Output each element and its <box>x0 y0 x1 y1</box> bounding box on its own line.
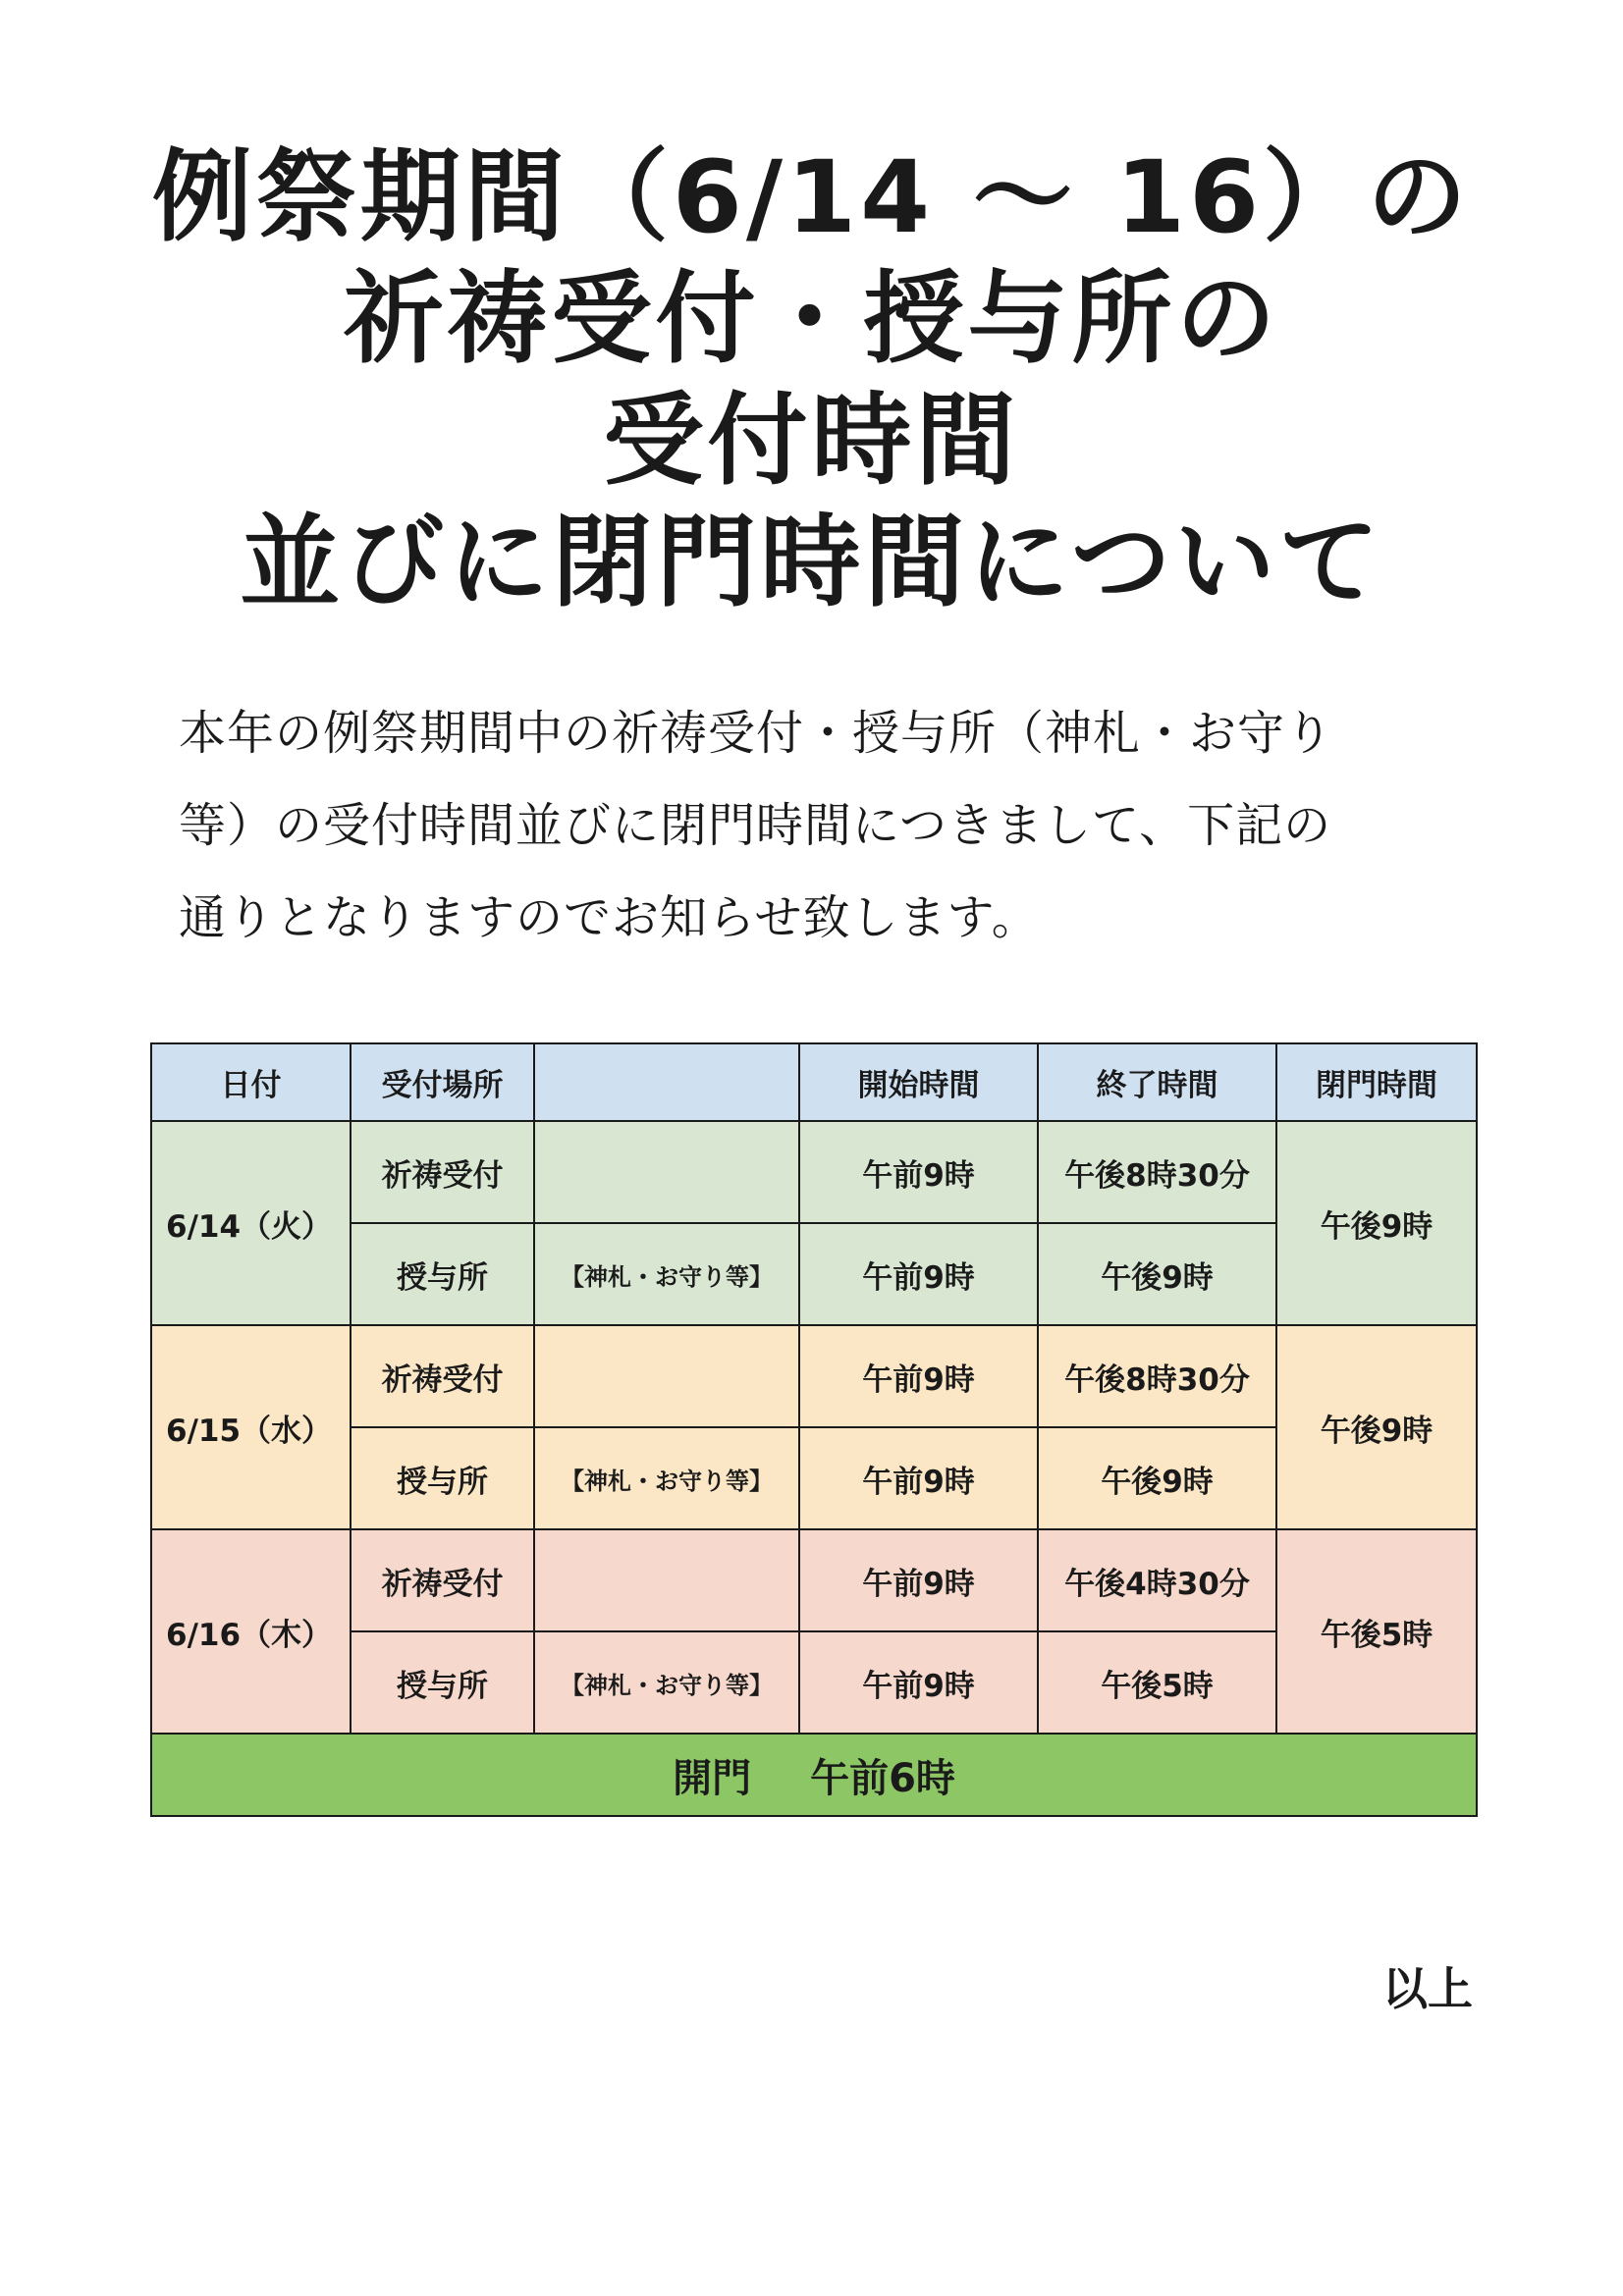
end-time-cell: 午後9時 <box>1038 1223 1276 1325</box>
start-time-cell: 午前9時 <box>799 1223 1038 1325</box>
schedule-table <box>150 1042 1478 1817</box>
header-start: 開始時間 <box>799 1043 1038 1121</box>
end-time-cell: 午後5時 <box>1038 1631 1276 1734</box>
opening-label: 開門 <box>673 1755 752 1801</box>
place-cell: 授与所 <box>351 1427 534 1529</box>
opening-time: 午前6時 <box>810 1755 955 1801</box>
closing-time-cell: 午後5時 <box>1276 1529 1477 1734</box>
date-cell: 6/14（火） <box>151 1121 351 1325</box>
title-line-2: 祈祷受付・授与所の <box>343 261 1280 378</box>
note-cell <box>534 1325 799 1427</box>
header-end: 終了時間 <box>1038 1043 1276 1121</box>
note-cell: 【神札・お守り等】 <box>534 1223 799 1325</box>
end-time-cell: 午後8時30分 <box>1038 1325 1276 1427</box>
closing-time-cell: 午後9時 <box>1276 1121 1477 1325</box>
start-time-cell: 午前9時 <box>799 1631 1038 1734</box>
closing-time-cell: 午後9時 <box>1276 1325 1477 1529</box>
place-cell: 授与所 <box>351 1223 534 1325</box>
body-line-1: 本年の例祭期間中の祈祷受付・授与所（神札・お守り <box>179 706 1334 761</box>
end-time-cell: 午後8時30分 <box>1038 1121 1276 1223</box>
table-header-row <box>151 1043 1477 1121</box>
header-note <box>534 1043 799 1121</box>
place-cell: 祈祷受付 <box>351 1121 534 1223</box>
place-cell: 祈祷受付 <box>351 1325 534 1427</box>
table-row <box>151 1121 1477 1223</box>
start-time-cell: 午前9時 <box>799 1121 1038 1223</box>
table-row <box>151 1325 1477 1427</box>
note-cell: 【神札・お守り等】 <box>534 1427 799 1529</box>
place-cell: 祈祷受付 <box>351 1529 534 1631</box>
table-row <box>151 1529 1477 1631</box>
end-time-cell: 午後4時30分 <box>1038 1529 1276 1631</box>
notice-title <box>0 137 1623 624</box>
end-time-cell: 午後9時 <box>1038 1427 1276 1529</box>
opening-time-row <box>151 1734 1477 1816</box>
start-time-cell: 午前9時 <box>799 1427 1038 1529</box>
closing-remark: 以上 <box>1382 1962 1473 2015</box>
start-time-cell: 午前9時 <box>799 1529 1038 1631</box>
header-closing: 閉門時間 <box>1276 1043 1477 1121</box>
note-cell <box>534 1121 799 1223</box>
notice-body <box>179 687 1475 964</box>
note-cell <box>534 1529 799 1631</box>
date-cell: 6/15（水） <box>151 1325 351 1529</box>
body-line-2: 等）の受付時間並びに閉門時間につきまして、下記の <box>179 798 1332 853</box>
header-date: 日付 <box>151 1043 351 1121</box>
title-line-4: 並びに閉門時間について <box>240 505 1383 621</box>
body-line-3: 通りとなりますのでお知らせ致します。 <box>179 890 1040 945</box>
title-line-3: 受付時間 <box>603 383 1020 500</box>
start-time-cell: 午前9時 <box>799 1325 1038 1427</box>
note-cell: 【神札・お守り等】 <box>534 1631 799 1734</box>
title-line-1: 例祭期間（6/14 ～ 16）の <box>151 139 1472 256</box>
header-place: 受付場所 <box>351 1043 534 1121</box>
opening-time-cell <box>151 1734 1477 1816</box>
date-cell: 6/16（木） <box>151 1529 351 1734</box>
place-cell: 授与所 <box>351 1631 534 1734</box>
